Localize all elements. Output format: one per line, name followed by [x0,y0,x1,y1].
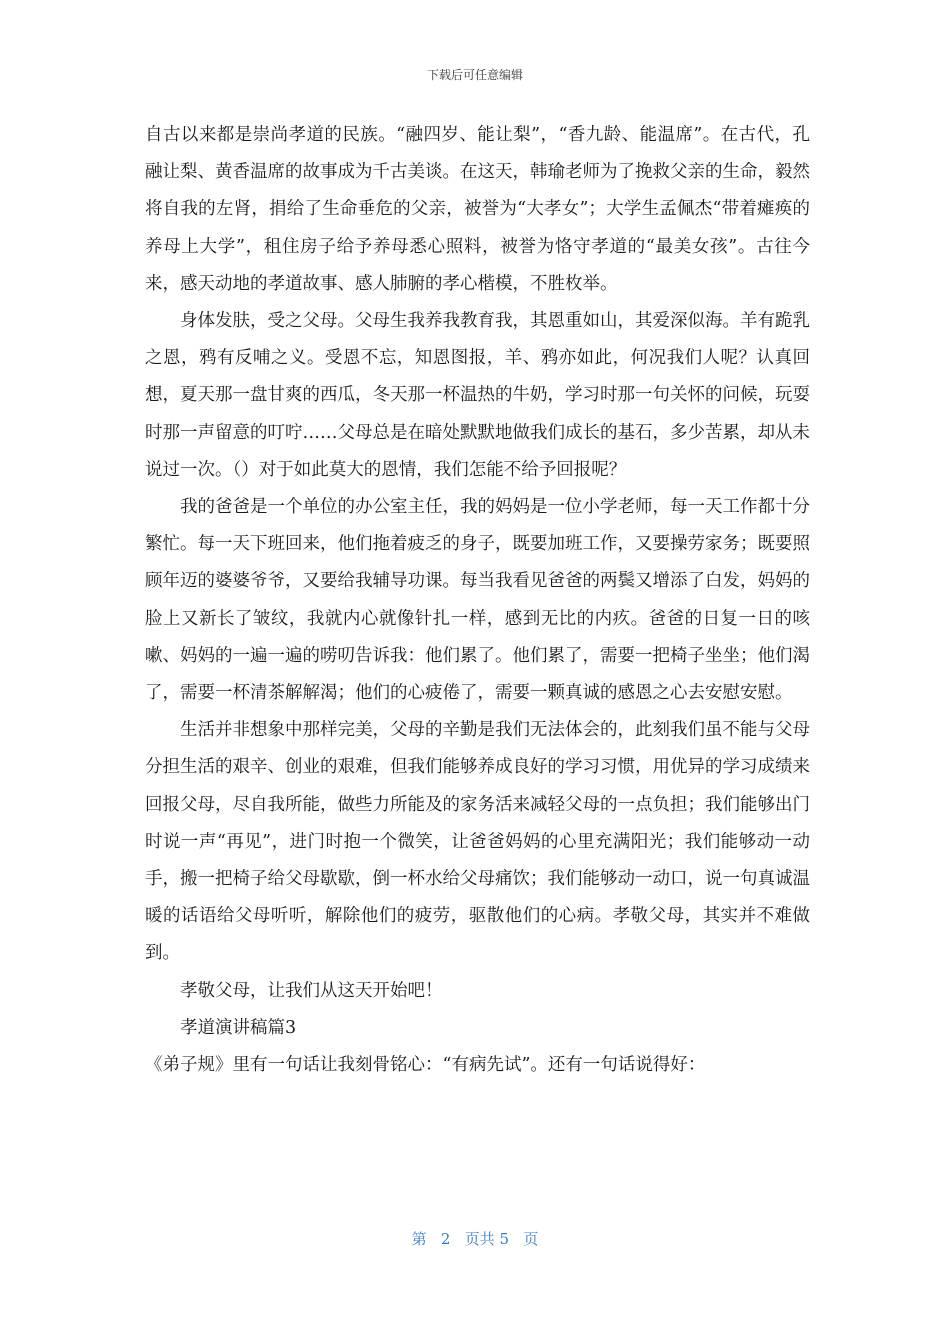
paragraph: 身体发肤，受之父母。父母生我养我教育我，其恩重如山，其爱深似海。羊有跪乳之恩，鸦有反哺之义。受恩不忘，知恩图报，羊、鸦亦如此，何况我们人呢？认真回想，夏天那一盘甘爽的西瓜，冬天那一杯温热的牛奶，学习时那一句关怀的问候，玩耍时那一声留意的叮咛……父母总是在暗处默默地做我们成长的基石，多少苦累，却从未说过一次。（）对于如此莫大的恩情，我们怎能不给予回报呢？ [145,311,810,480]
header-text: 下载后可任意编辑 [426,68,523,82]
paragraph: 孝敬父母，让我们从这天开始吧！ [180,980,443,1001]
section-heading: 孝道演讲稿篇3 [180,1017,297,1038]
document-body [145,117,810,1084]
paragraph: 生活并非想象中那样完美，父母的辛勤是我们无法体会的，此刻我们虽不能与父母分担生活的艰辛、创业的艰难，但我们能够养成良好的学习习惯，用优异的学习成绩来回报父母，尽自我所能，做些力所能及的家务活来减轻父母的一点负担；我们能够出门时说一声“再见”，进门时抱一个微笑，让爸爸妈妈的心里充满阳光；我们能够动一动手，搬一把椅子给父母歇歇，倒一杯水给父母痛饮；我们能够动一动口，说一句真诚温暖的话语给父母听听，解除他们的疲劳，驱散他们的心病。孝敬父母，其实并不难做到。 [145,720,810,964]
paragraph: 自古以来都是崇尚孝道的民族。“融四岁、能让梨”，“香九龄、能温席”。在古代，孔融让梨、黄香温席的故事成为千古美谈。在这天，韩瑜老师为了挽救父亲的生命，毅然将自我的左肾，捐给了生命垂危的父亲，被誉为“大孝女”；大学生孟佩杰“带着瘫痪的养母上大学”，租住房子给予养母悉心照料，被誉为恪守孝道的“最美女孩”。古往今来，感天动地的孝道故事、感人肺腑的孝心楷模，不胜枚举。 [145,125,810,294]
paragraph: 我的爸爸是一个单位的办公室主任，我的妈妈是一位小学老师，每一天工作都十分繁忙。每一天下班回来，他们拖着疲乏的身子，既要加班工作，又要操劳家务；既要照顾年迈的婆婆爷爷，又要给我辅导功课。每当我看见爸爸的两鬓又增添了白发，妈妈的脸上又新长了皱纹，我就内心就像针扎一样，感到无比的内疚。爸爸的日复一日的咳嗽、妈妈的一遍一遍的唠叨告诉我：他们累了。他们累了，需要一把椅子坐坐；他们渴了，需要一杯清茶解解渴；他们的心疲倦了，需要一颗真诚的感恩之心去安慰安慰。 [145,497,810,704]
page-label-middle: 页共 [464,1230,495,1248]
total-pages-number: 5 [499,1230,510,1248]
page-label-prefix: 第 [411,1230,427,1248]
page-footer [0,1228,950,1249]
paragraph: 《弟子规》里有一句话让我刻骨铭心：“有病先试”。还有一句话说得好： [145,1055,706,1076]
page-label-suffix: 页 [523,1230,539,1248]
current-page-number: 2 [440,1230,451,1248]
page-header [0,66,950,83]
